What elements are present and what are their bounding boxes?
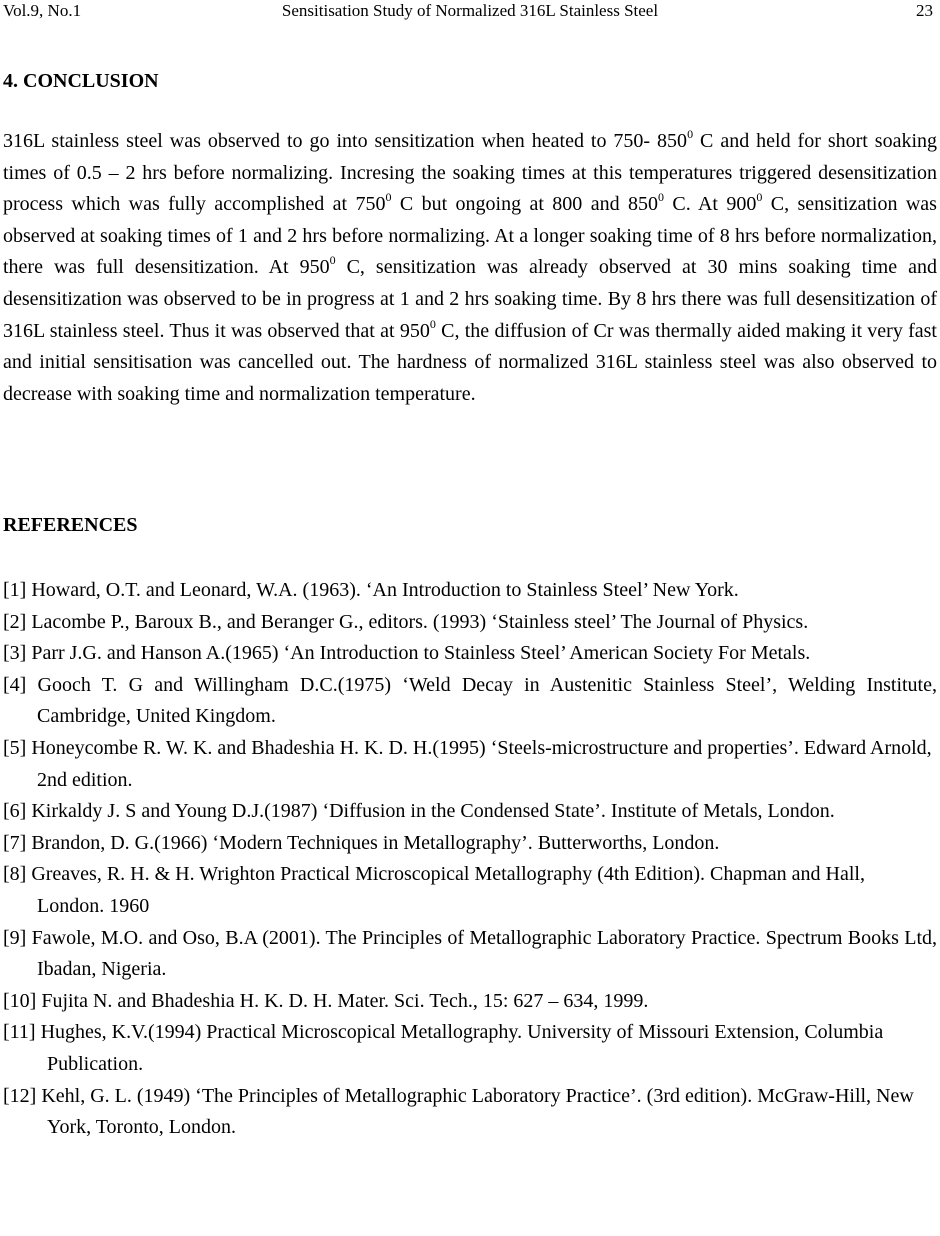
conclusion-text-2: C and held for short soaking times of 0.5 – 2 hrs before normalizing. Incresing the soaking times at this temperatures triggered desensitization process which was fully accomplished at 750 — [3, 130, 938, 216]
reference-item: [4] Gooch T. G and Willingham D.C.(1975) ‘Weld Decay in Austenitic Stainless Steel’, Welding Institute, Cambridge, United Kingdom. — [3, 673, 937, 728]
journal-volume: Vol.9, No.1 — [3, 1, 82, 20]
reference-item: [7] Brandon, D. G.(1966) ‘Modern Techniques in Metallography’. Butterworths, London. — [3, 831, 720, 854]
degree-superscript: 0 — [756, 190, 763, 205]
conclusion-text-5: C, sensitization was observed at soaking times of 1 and 2 hrs before normalizing. At a longer soaking time of 8 hrs before normalization, there was full desensitization. At 950 — [3, 193, 937, 279]
reference-item: [1] Howard, O.T. and Leonard, W.A. (1963). ‘An Introduction to Stainless Steel’ New York. — [3, 579, 739, 601]
reference-item: [8] Greaves, R. H. & H. Wrighton Practical Microscopical Metallography (4th Edition). Chapman and Hall, London. 1960 — [3, 863, 865, 917]
degree-superscript: 0 — [657, 190, 664, 205]
running-header — [0, 0, 940, 24]
degree-superscript: 0 — [429, 316, 436, 331]
conclusion-paragraph — [3, 126, 937, 410]
conclusion-text-3: C but ongoing at 800 and 850 — [391, 193, 658, 216]
conclusion-text-1: 316L stainless steel was observed to go into sensitization when heated to 750- 850 — [3, 130, 688, 152]
degree-superscript: 0 — [385, 190, 392, 205]
references-heading: REFERENCES — [3, 514, 138, 536]
running-title: Sensitisation Study of Normalized 316L Stainless Steel — [281, 1, 659, 20]
conclusion-heading: 4. CONCLUSION — [3, 70, 159, 92]
reference-item: [11] Hughes, K.V.(1994) Practical Microscopical Metallography. University of Missouri Extension, Columbia Publication. — [3, 1021, 884, 1075]
conclusion-text-7: C, the diffusion of Cr was thermally aided making it very fast and initial sensitisation was cancelled out. The hardness of normalized 316L stainless steel was also observed to decrease with soaking time and normalization temperature. — [3, 319, 937, 405]
reference-item: [12] Kehl, G. L. (1949) ‘The Principles of Metallographic Laboratory Practice’. (3rd edition). McGraw-Hill, New York, Toronto, London. — [3, 1084, 914, 1139]
page-number: 23 — [916, 1, 933, 20]
reference-item: [6] Kirkaldy J. S and Young D.J.(1987) ‘Diffusion in the Condensed State’. Institute of Metals, London. — [3, 800, 835, 823]
conclusion-text-6: C, sensitization was already observed at 30 mins soaking time and desensitization was observed to be in progress at 1 and 2 hrs soaking time. By 8 hrs there was full desensitization of 316L stainless steel. Thus it was observed that at 950 — [3, 256, 937, 342]
reference-item: [10] Fujita N. and Bhadeshia H. K. D. H. Mater. Sci. Tech., 15: 627 – 634, 1999. — [3, 989, 649, 1012]
reference-item: [5] Honeycombe R. W. K. and Bhadeshia H. K. D. H.(1995) ‘Steels-microstructure and properties’. Edward Arnold, 2nd edition. — [3, 736, 932, 791]
degree-superscript: 0 — [687, 127, 694, 141]
reference-list — [3, 575, 937, 1144]
reference-item: [2] Lacombe P., Baroux B., and Beranger G., editors. (1993) ‘Stainless steel’ The Journal of Physics. — [3, 610, 809, 633]
reference-item: [9] Fawole, M.O. and Oso, B.A (2001). The Principles of Metallographic Laboratory Practice. Spectrum Books Ltd, Ibadan, Nigeria. — [3, 926, 937, 981]
degree-superscript: 0 — [329, 253, 336, 268]
reference-item: [3] Parr J.G. and Hanson A.(1965) ‘An Introduction to Stainless Steel’ American Society For Metals. — [3, 642, 811, 665]
conclusion-text-4: C. At 900 — [663, 193, 757, 216]
